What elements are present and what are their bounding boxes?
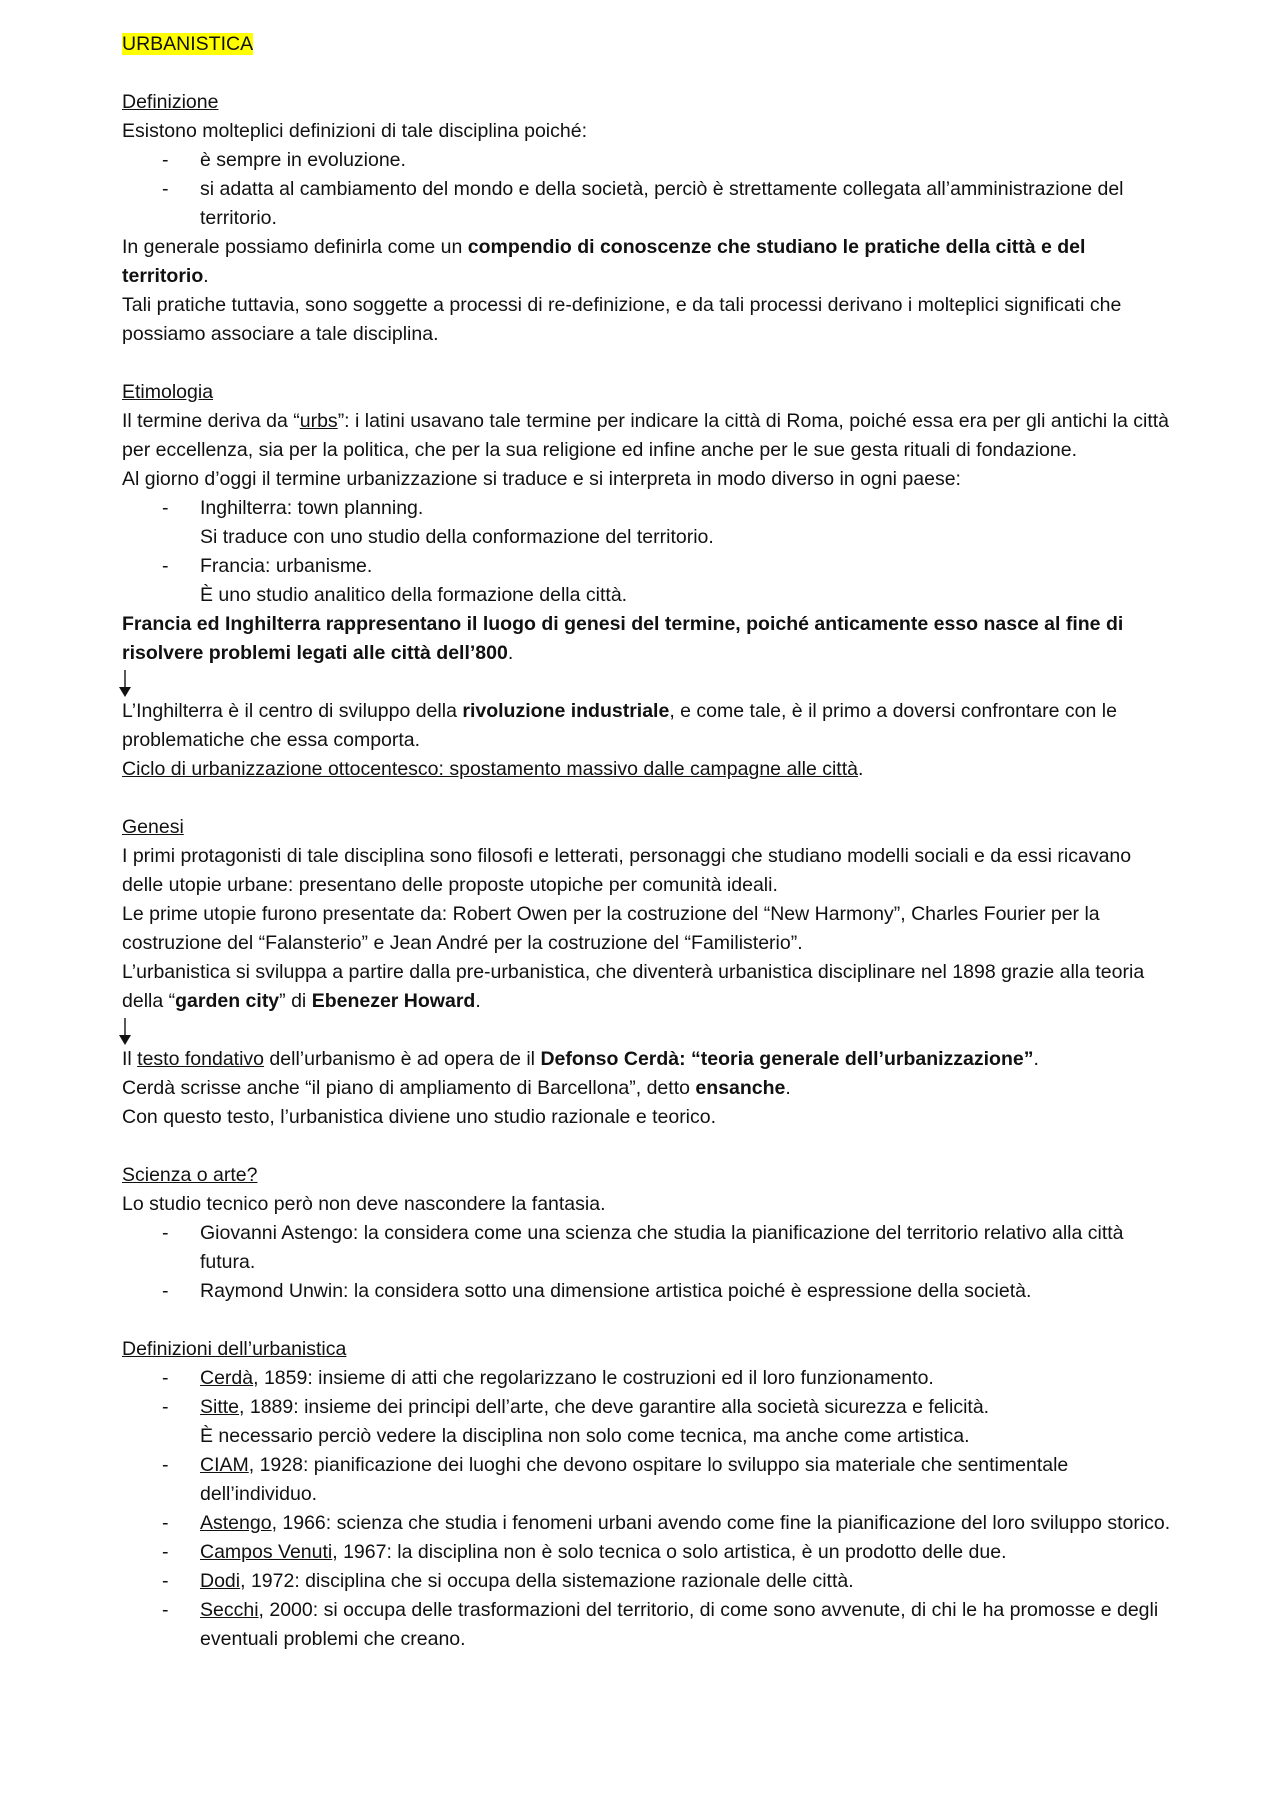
paragraph: Le prime utopie furono presentate da: Robert Owen per la costruzione del “New Harmony”, Charles Fourier per la costruzione del “Falansterio” e Jean André per la costruzione del “Familisterio”. [122,903,1100,954]
bullet-list [122,1364,1172,1654]
paragraph: L’Inghilterra è il centro di sviluppo della rivoluzione industriale, e come tale, è il primo a doversi confrontare con le problematiche che essa comporta. [122,700,1117,751]
section-heading-scienza-o-arte: Scienza o arte? [122,1164,258,1186]
section-heading-definizioni: Definizioni dell’urbanistica [122,1338,347,1360]
paragraph: I primi protagonisti di tale disciplina sono filosofi e letterati, personaggi che studiano modelli sociali e da essi ricavano delle utopie urbane: presentano delle proposte utopiche per comunità ideali. [122,845,1132,896]
section-heading-definizione: Definizione [122,91,219,113]
list-item: - Giovanni Astengo: la considera come una scienza che studia la pianificazione del territorio relativo alla città futura. [122,1219,1172,1277]
document-title-line [122,30,1172,59]
list-item: - CIAM, 1928: pianificazione dei luoghi che devono ospitare lo sviluppo sia materiale che sentimentale dell’individuo. [122,1451,1172,1509]
list-item: - è sempre in evoluzione. [122,146,1172,175]
paragraph: L’urbanistica si sviluppa a partire dalla pre-urbanistica, che diventerà urbanistica disciplinare nel 1898 grazie alla teoria della “garden city” di Ebenezer Howard. [122,961,1145,1012]
list-item: - si adatta al cambiamento del mondo e della società, perciò è strettamente collegata all’amministrazione del territorio. [122,175,1172,233]
list-item: - Campos Venuti, 1967: la disciplina non è solo tecnica o solo artistica, è un prodotto delle due. [122,1538,1172,1567]
paragraph: Lo studio tecnico però non deve nascondere la fantasia. [122,1193,606,1215]
paragraph: Il termine deriva da “urbs”: i latini usavano tale termine per indicare la città di Roma, poiché essa era per gli antichi la città per eccellenza, sia per la politica, che per la sua religione ed infine anche per le sue gesta rituali di fondazione. [122,410,1170,461]
paragraph: Al giorno d’oggi il termine urbanizzazione si traduce e si interpreta in modo diverso in ogni paese: [122,468,961,490]
bullet-list [122,1219,1172,1306]
section-heading-genesi: Genesi [122,816,184,838]
document-title: URBANISTICA [122,33,254,55]
list-item: - Francia: urbanisme. È uno studio analitico della formazione della città. [122,552,1172,610]
list-item: - Secchi, 2000: si occupa delle trasformazioni del territorio, di come sono avvenute, di chi le ha promosse e degli eventuali problemi che creano. [122,1596,1172,1654]
paragraph: Esistono molteplici definizioni di tale disciplina poiché: [122,120,588,142]
down-arrow-icon [122,668,1172,697]
list-item: - Cerdà, 1859: insieme di atti che regolarizzano le costruzioni ed il loro funzionamento. [122,1364,1172,1393]
paragraph: Francia ed Inghilterra rappresentano il luogo di genesi del termine, poiché anticamente esso nasce al fine di risolvere problemi legati alle città dell’800. [122,613,1124,664]
list-item: - Dodi, 1972: disciplina che si occupa della sistemazione razionale delle città. [122,1567,1172,1596]
paragraph: Cerdà scrisse anche “il piano di ampliamento di Barcellona”, detto ensanche. [122,1077,791,1099]
paragraph: Ciclo di urbanizzazione ottocentesco: spostamento massivo dalle campagne alle città. [122,758,864,780]
list-item: - Astengo, 1966: scienza che studia i fenomeni urbani avendo come fine la pianificazione del loro sviluppo storico. [122,1509,1172,1538]
paragraph: Tali pratiche tuttavia, sono soggette a processi di re-definizione, e da tali processi derivano i molteplici significati che possiamo associare a tale disciplina. [122,294,1122,345]
list-item: - Raymond Unwin: la considera sotto una dimensione artistica poiché è espressione della società. [122,1277,1172,1306]
paragraph: In generale possiamo definirla come un compendio di conoscenze che studiano le pratiche della città e del territorio. [122,236,1086,287]
list-item: - Inghilterra: town planning. Si traduce con uno studio della conformazione del territorio. [122,494,1172,552]
section-heading-etimologia: Etimologia [122,381,214,403]
document-body [122,30,1172,1654]
bullet-list [122,146,1172,233]
list-item: - Sitte, 1889: insieme dei principi dell’arte, che deve garantire alla società sicurezza e felicità. È necessario perciò vedere la disciplina non solo come tecnica, ma anche come artistica. [122,1393,1172,1451]
paragraph: Con questo testo, l’urbanistica diviene uno studio razionale e teorico. [122,1106,717,1128]
down-arrow-icon [122,1016,1172,1045]
bullet-list [122,494,1172,610]
paragraph: Il testo fondativo dell’urbanismo è ad opera de il Defonso Cerdà: “teoria generale dell’urbanizzazione”. [122,1048,1039,1070]
